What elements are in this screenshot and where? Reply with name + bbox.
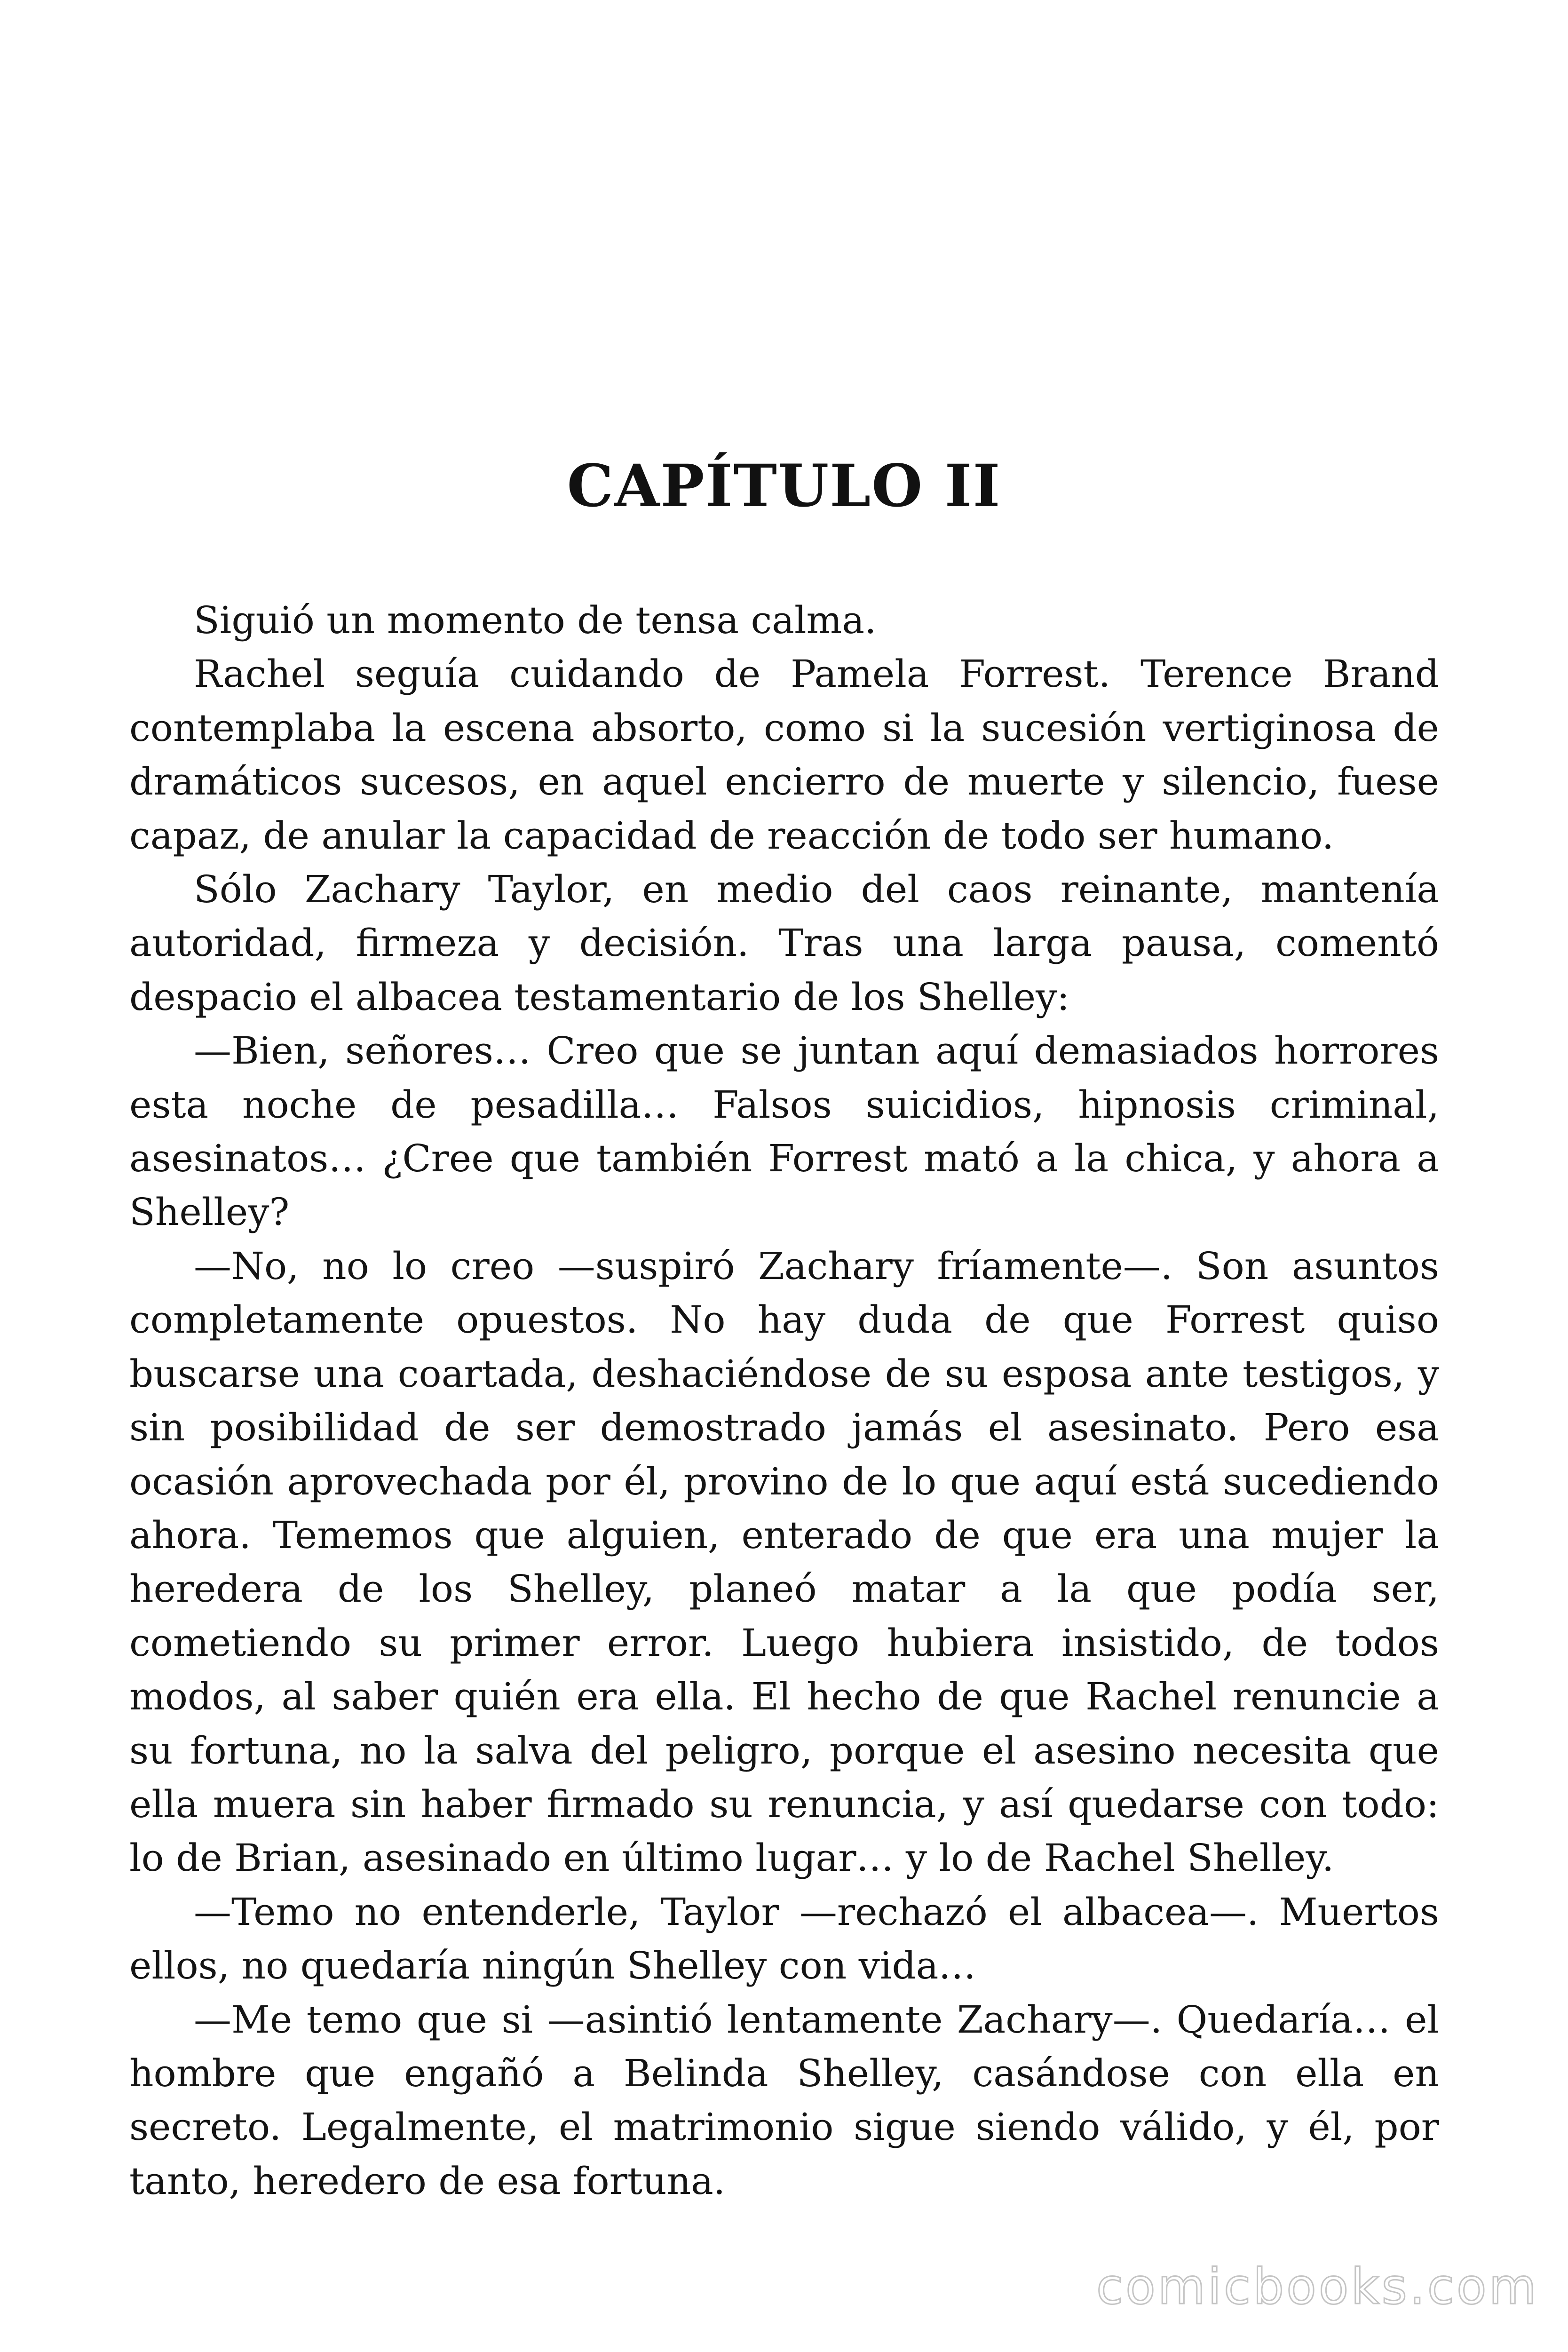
paragraph: Rachel seguía cuidando de Pamela Forrest. Terence Brand contemplaba la escena absorto, como si la sucesión vertiginosa de dramáticos sucesos, en aquel encierro de muerte y silencio, fuese capaz, de anular la capacidad de reacción de todo ser humano.	[129, 652, 1439, 858]
paragraph: —No, no lo creo —suspiró Zachary fríamente—. Son asuntos completamente opuestos. No hay duda de que Forrest quiso buscarse una coartada, deshaciéndose de su esposa ante testigos, y sin posibilidad de ser demostrado jamás el asesinato. Pero esa ocasión aprovechada por él, provino de lo que aquí está sucediendo ahora. Tememos que alguien, enterado de que era una mujer la heredera de los Shelley, planeó matar a la que podía ser, cometiendo su primer error. Luego hubiera insistido, de todos modos, al saber quién era ella. El hecho de que Rachel renuncie a su fortuna, no la salva del peligro, porque el asesino necesita que ella muera sin haber firmado su renuncia, y así quedarse con todo: lo de Brian, asesinado en último lugar… y lo de Rachel Shelley.	[129, 1244, 1439, 1880]
paragraph: —Bien, señores… Creo que se juntan aquí demasiados horrores esta noche de pesadilla… Falsos suicidios, hipnosis criminal, asesinatos… ¿Cree que también Forrest mató a la chica, y ahora a Shelley?	[129, 1029, 1439, 1234]
paragraph: Siguió un momento de tensa calma.	[194, 598, 877, 642]
chapter-title: CAPÍTULO II	[567, 452, 1001, 520]
paragraph: —Me temo que si —asintió lentamente Zachary—. Quedaría… el hombre que engañó a Belinda Shelley, casándose con ella en secreto. Legalmente, el matrimonio sigue siendo válido, y él, por tanto, heredero de esa fortuna.	[129, 1997, 1439, 2203]
watermark: comicbooks.com	[1096, 2258, 1539, 2315]
paragraph: —Temo no entenderle, Taylor —rechazó el albacea—. Muertos ellos, no quedaría ningún Shelley con vida…	[129, 1890, 1439, 1988]
paragraph: Sólo Zachary Taylor, en medio del caos reinante, mantenía autoridad, firmeza y decisión. Tras una larga pausa, comentó despacio el albacea testamentario de los Shelley:	[129, 867, 1439, 1019]
body-text	[129, 594, 1439, 2208]
